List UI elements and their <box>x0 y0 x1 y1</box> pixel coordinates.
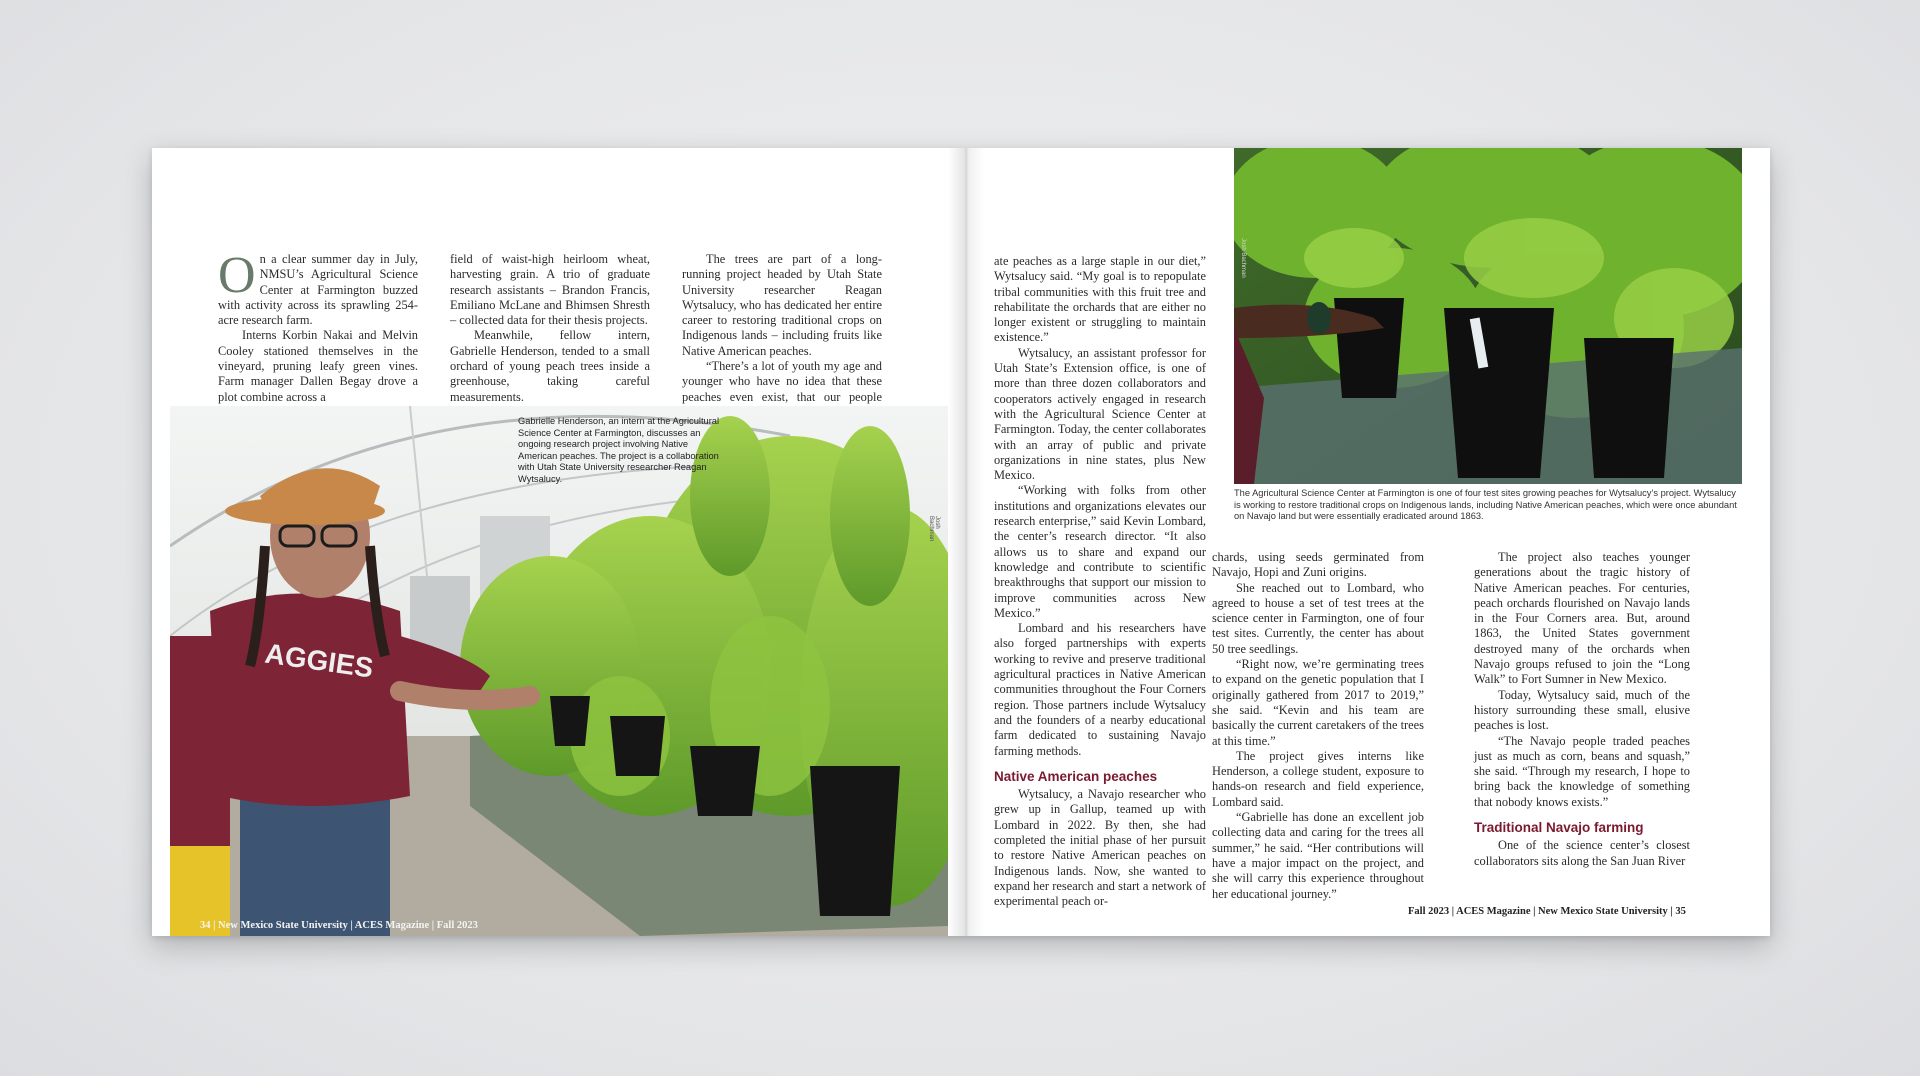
left-column-2 <box>450 252 650 405</box>
left-photo-credit: Josh Bachman <box>928 516 940 542</box>
seedlings-illustration <box>1234 148 1742 484</box>
paragraph: Interns Korbin Nakai and Melvin Cooley stationed themselves in the vineyard, pruning leafy green vines. Farm manager Dallen Begay drove a plot combine across a <box>218 328 418 404</box>
drop-cap: O <box>218 247 256 304</box>
right-folio: Fall 2023 | ACES Magazine | New Mexico State University | 35 <box>1408 906 1686 917</box>
right-photo-caption: The Agricultural Science Center at Farmington is one of four test sites growing peaches for Wytsalucy’s project. Wytsalucy is working to restore traditional crops on Indigenous lands, including Native American peaches, which were once abundant on Navajo land but were essentially eradicated around 1863. <box>1234 488 1737 522</box>
shirt-text: AGGIES <box>263 637 376 684</box>
paragraph: Wytsalucy, an assistant professor for Utah State’s Extension office, is one of more than three dozen collaborators and cooperators actively engaged in research with the Agricultural Science Center at Farmington. Today, the center collaborates with an array of public and private organizations in nine states, plus New Mexico. <box>994 345 1206 483</box>
greenhouse-photo <box>170 406 948 936</box>
paragraph: Wytsalucy, a Navajo researcher who grew up in Gallup, teamed up with Lombard in 2022. By then, she had completed the initial phase of her pursuit to restore Native American peaches on Indigenous lands. Now, she wanted to expand her research and start a network of experimental peach or- <box>994 787 1206 909</box>
right-page-column-2 <box>1212 550 1424 902</box>
paragraph: She reached out to Lombard, who agreed to house a set of test trees at the science center in Farmington, one of four test sites. Currently, the center has about 50 tree seedlings. <box>1212 580 1424 656</box>
paragraph: One of the science center’s closest collaborators sits along the San Juan River <box>1474 838 1690 868</box>
left-photo-caption: Gabrielle Henderson, an intern at the Agricultural Science Center at Farmington, discusses an ongoing research project involving Native American peaches. The project is a collaboration with Utah State University researcher Reagan Wytsalucy. <box>518 416 720 484</box>
right-page-column-1 <box>994 254 1206 909</box>
paragraph: chards, using seeds germinated from Navajo, Hopi and Zuni origins. <box>1212 550 1424 580</box>
section-heading-native-american-peaches: Native American peaches <box>994 768 1158 784</box>
paragraph: The project gives interns like Henderson, a college student, exposure to hands-on research and field experience, Lombard said. <box>1212 748 1424 809</box>
section-heading-traditional-navajo-farming: Traditional Navajo farming <box>1474 820 1644 836</box>
paragraph: “Gabrielle has done an excellent job collecting data and caring for the trees all summer,” he said. “Her contributions will have a major impact on the project, and she will carry this experience throughout her educational journey.” <box>1212 810 1424 901</box>
left-column-1 <box>218 247 418 405</box>
paragraph: Lombard and his researchers have also forged partnerships with experts working to revive and preserve traditional agricultural practices in Native American communities throughout the Four Corners region. Those partners include Wytsalucy and the founders of a nearby educational farm dedicated to sustaining Navajo farming methods. <box>994 621 1206 758</box>
paragraph: ate peaches as a large staple in our diet,” Wytsalucy said. “My goal is to repopulate tribal communities with this fruit tree and rehabilitate the orchards that are either no longer existent or struggling to maintain existence.” <box>994 254 1206 345</box>
paragraph: “There’s a lot of youth my age and younger who have no idea that these peaches even exist, that our people <box>682 359 882 404</box>
left-folio: 34 | New Mexico State University | ACES Magazine | Fall 2023 <box>200 920 478 931</box>
magazine-spread <box>152 148 1770 936</box>
paragraph: On a clear summer day in July, NMSU’s Agricultural Science Center at Farmington buzzed with activity across its sprawling 254-acre research farm. <box>218 247 418 328</box>
paragraph: Meanwhile, fellow intern, Gabrielle Henderson, tended to a small orchard of young peach trees inside a greenhouse, taking careful measurements. <box>450 328 650 404</box>
paragraph: field of waist-high heirloom wheat, harvesting grain. A trio of graduate research assistants – Brandon Francis, Emiliano McLane and Bhimsen Shresth – collected data for their thesis projects. <box>450 252 650 328</box>
paragraph: “Right now, we’re germinating trees to expand on the genetic population that I originally gathered from 2017 to 2019,” she said. “Kevin and his team are basically the current caretakers of the trees at this time.” <box>1212 657 1424 748</box>
left-column-3 <box>682 252 882 420</box>
seedlings-photo <box>1234 148 1742 484</box>
paragraph: “Working with folks from other institutions and organizations elevates our research enterprise,” said Kevin Lombard, the center’s research director. “It also allows us to share and expand our knowledge and contribute to scientific breakthroughs that support our mission to improve communities across New Mexico.” <box>994 483 1206 620</box>
right-page-column-3 <box>1474 550 1690 869</box>
paragraph: “The Navajo people traded peaches just as much as corn, beans and squash,” she said. “Through my research, I hope to bring back the knowledge of something that nobody knows exists.” <box>1474 733 1690 809</box>
paragraph: Today, Wytsalucy said, much of the history surrounding these small, elusive peaches is lost. <box>1474 687 1690 733</box>
spine-shadow <box>948 148 984 936</box>
paragraph: The project also teaches younger generations about the tragic history of Native American peaches. For centuries, peach orchards flourished on Navajo lands in the Four Corners area. But, around 1863, the United States government destroyed many of the orchards when Navajo groups refused to join the “Long Walk” to Fort Sumner in New Mexico. <box>1474 550 1690 687</box>
paragraph: The trees are part of a long-running project headed by Utah State University researcher Reagan Wytsalucy, who has dedicated her entire career to restoring traditional crops on Indigenous lands – including fruits like Native American peaches. <box>682 252 882 358</box>
right-photo-credit: Josh Bachman <box>1240 238 1246 278</box>
